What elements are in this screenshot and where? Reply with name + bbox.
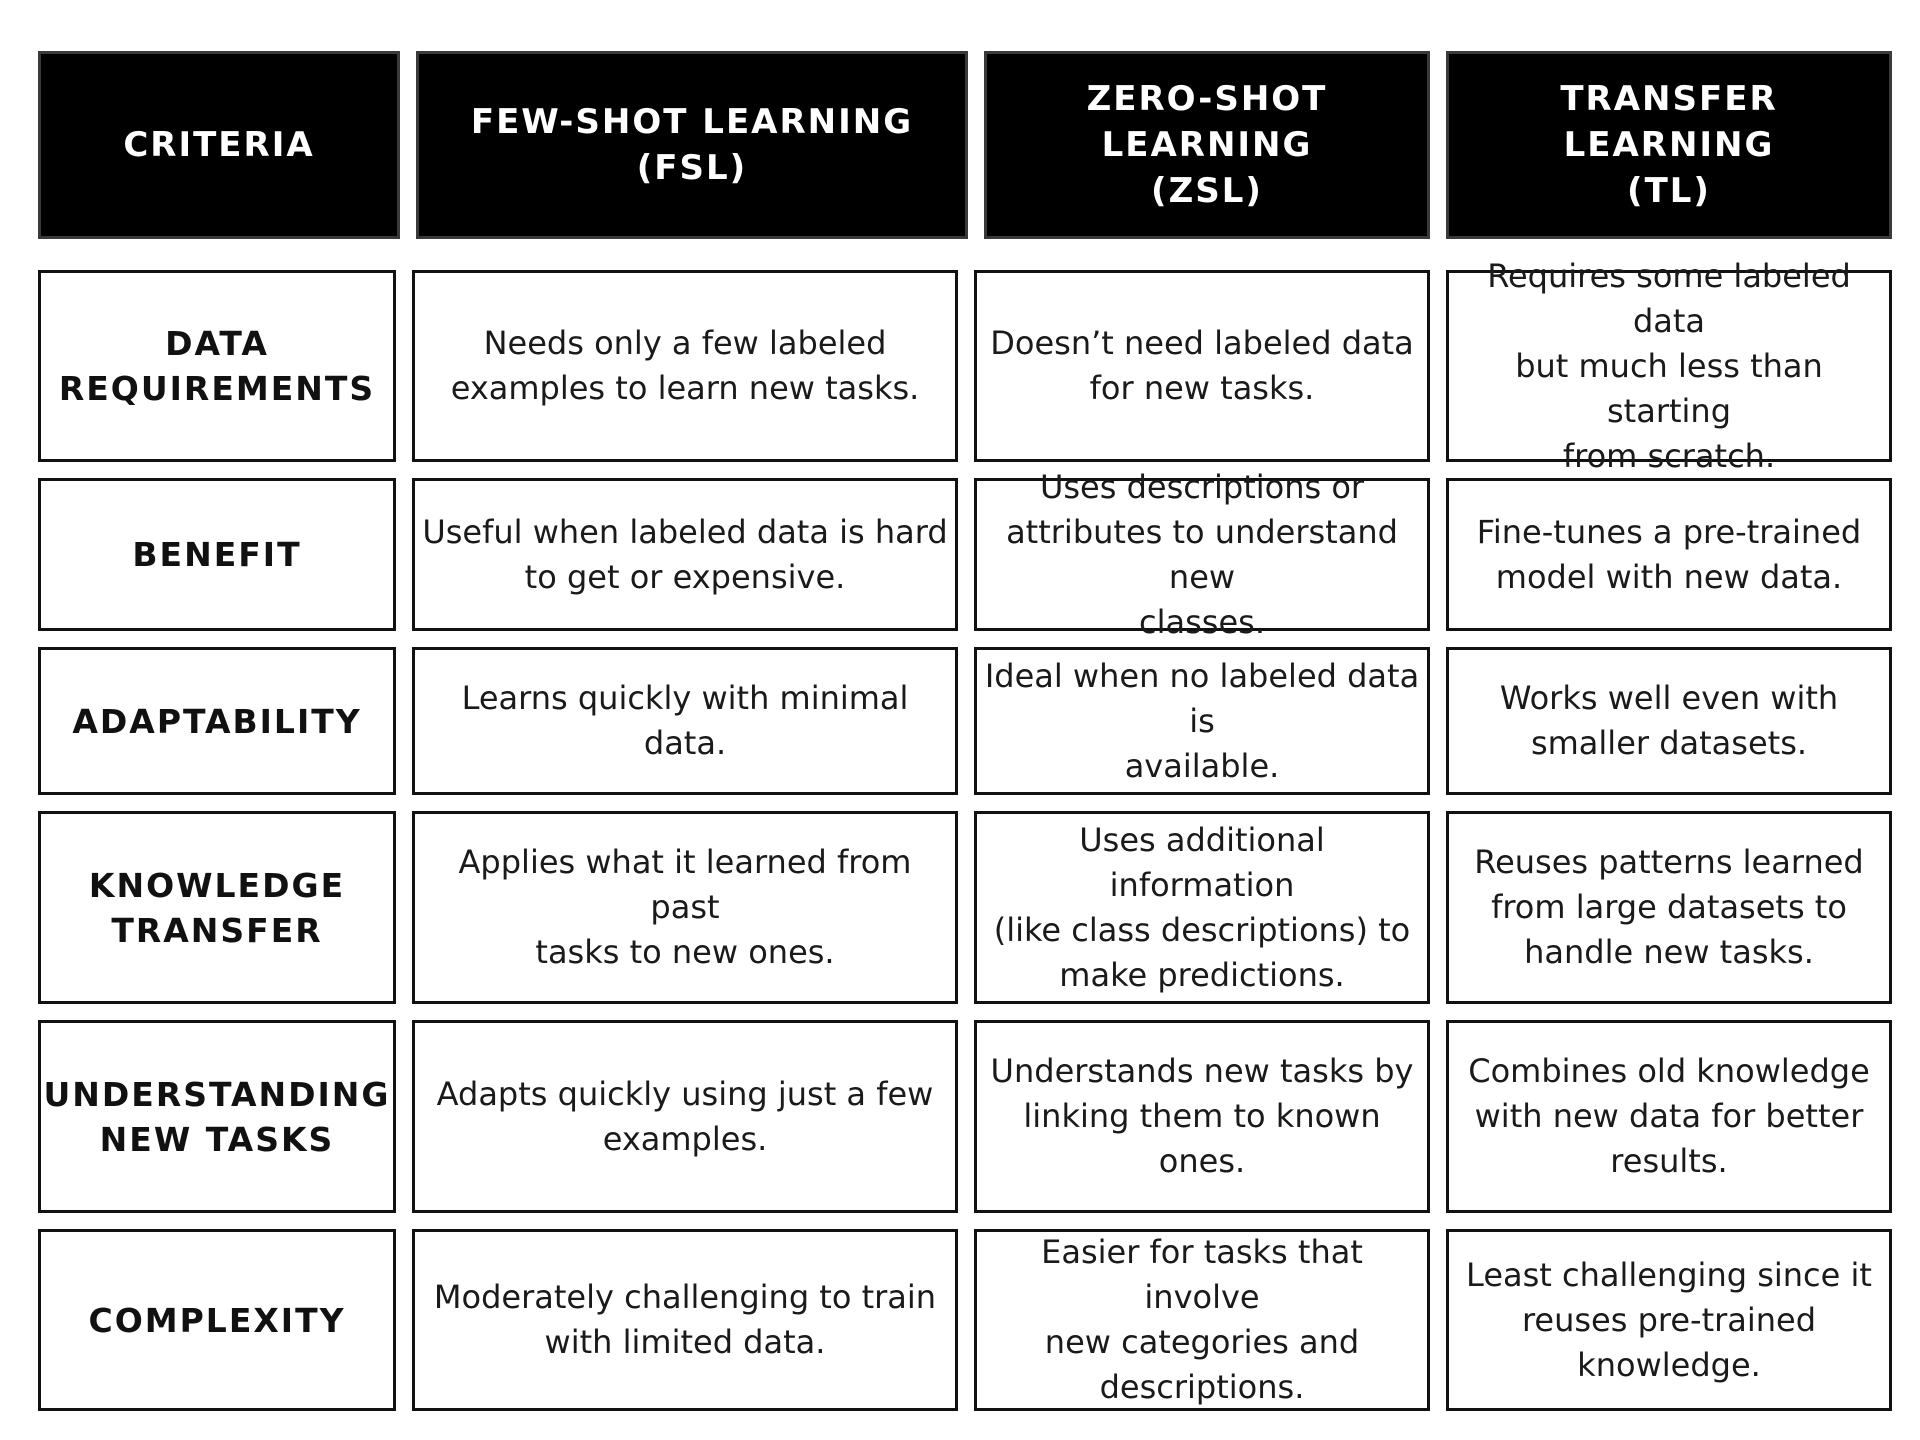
cell-tl-adaptability xyxy=(1446,647,1892,795)
cell-tl-understanding-new-tasks xyxy=(1446,1020,1892,1213)
cell-fsl-understanding-new-tasks xyxy=(412,1020,958,1213)
cell-text: Useful when labeled data is hard to get or expensive. xyxy=(422,512,948,596)
cell-text: Understands new tasks by linking them to known ones. xyxy=(990,1052,1414,1180)
cell-text: Learns quickly with minimal data. xyxy=(461,679,909,762)
cell-zsl-knowledge-transfer xyxy=(974,811,1430,1004)
cell-zsl-benefit xyxy=(974,467,1430,641)
cell-text: Moderately challenging to train with limited data. xyxy=(433,1278,937,1361)
criteria-complexity xyxy=(38,1229,396,1411)
cell-text: Uses additional information (like class descriptions) to make predictions. xyxy=(993,820,1411,994)
cell-text: Reuses patterns learned from large datasets to handle new tasks. xyxy=(1474,843,1864,971)
header-fsl-label: FEW-SHOT LEARNING (FSL) xyxy=(470,102,914,188)
cell-tl-benefit xyxy=(1446,478,1892,631)
criteria-label: ADAPTABILITY xyxy=(72,701,362,741)
cell-fsl-complexity xyxy=(412,1229,958,1411)
criteria-benefit xyxy=(38,478,396,631)
cell-text: Ideal when no labeled data is available. xyxy=(984,656,1420,785)
cell-zsl-understanding-new-tasks xyxy=(974,1020,1430,1213)
cell-zsl-complexity xyxy=(974,1229,1430,1411)
criteria-label: COMPLEXITY xyxy=(88,1300,346,1340)
cell-text: Works well even with smaller datasets. xyxy=(1499,679,1839,762)
cell-zsl-data-requirements xyxy=(974,270,1430,462)
header-criteria-label: CRITERIA xyxy=(123,125,315,165)
header-zero-shot-learning xyxy=(984,51,1430,239)
cell-fsl-adaptability xyxy=(412,647,958,795)
cell-fsl-knowledge-transfer xyxy=(412,811,958,1004)
cell-tl-knowledge-transfer xyxy=(1446,811,1892,1004)
criteria-label: BENEFIT xyxy=(132,535,302,574)
header-few-shot-learning xyxy=(416,51,968,239)
header-criteria xyxy=(38,51,400,239)
cell-tl-complexity xyxy=(1446,1229,1892,1411)
cell-text: Doesn’t need labeled data for new tasks. xyxy=(990,324,1414,407)
cell-text: Easier for tasks that involve new categories and descriptions. xyxy=(1041,1233,1363,1406)
criteria-label: UNDERSTANDING NEW TASKS xyxy=(43,1074,391,1159)
cell-fsl-benefit xyxy=(412,478,958,631)
cell-text: Uses descriptions or attributes to understand new classes. xyxy=(1006,467,1398,641)
criteria-knowledge-transfer xyxy=(38,811,396,1004)
cell-text: Fine-tunes a pre-trained model with new data. xyxy=(1476,512,1862,596)
cell-text: Adapts quickly using just a few examples. xyxy=(436,1074,934,1158)
criteria-label: DATA REQUIREMENTS xyxy=(58,324,376,408)
cell-text: Needs only a few labeled examples to learn new tasks. xyxy=(450,324,920,407)
header-transfer-learning xyxy=(1446,51,1892,239)
header-tl-label: TRANSFER LEARNING (TL) xyxy=(1560,79,1778,211)
criteria-adaptability xyxy=(38,647,396,795)
cell-tl-data-requirements xyxy=(1446,256,1892,475)
criteria-understanding-new-tasks xyxy=(38,1020,396,1213)
cell-text: Requires some labeled data but much less than starting from scratch. xyxy=(1487,256,1851,475)
criteria-label: KNOWLEDGE TRANSFER xyxy=(88,865,346,950)
cell-text: Least challenging since it reuses pre-trained knowledge. xyxy=(1466,1255,1872,1384)
cell-text: Applies what it learned from past tasks to new ones. xyxy=(458,843,912,971)
header-zsl-label: ZERO-SHOT LEARNING (ZSL) xyxy=(1086,79,1328,211)
cell-fsl-data-requirements xyxy=(412,270,958,462)
criteria-data-requirements xyxy=(38,270,396,462)
cell-text: Combines old knowledge with new data for better results. xyxy=(1468,1052,1870,1180)
cell-zsl-adaptability xyxy=(974,647,1430,795)
